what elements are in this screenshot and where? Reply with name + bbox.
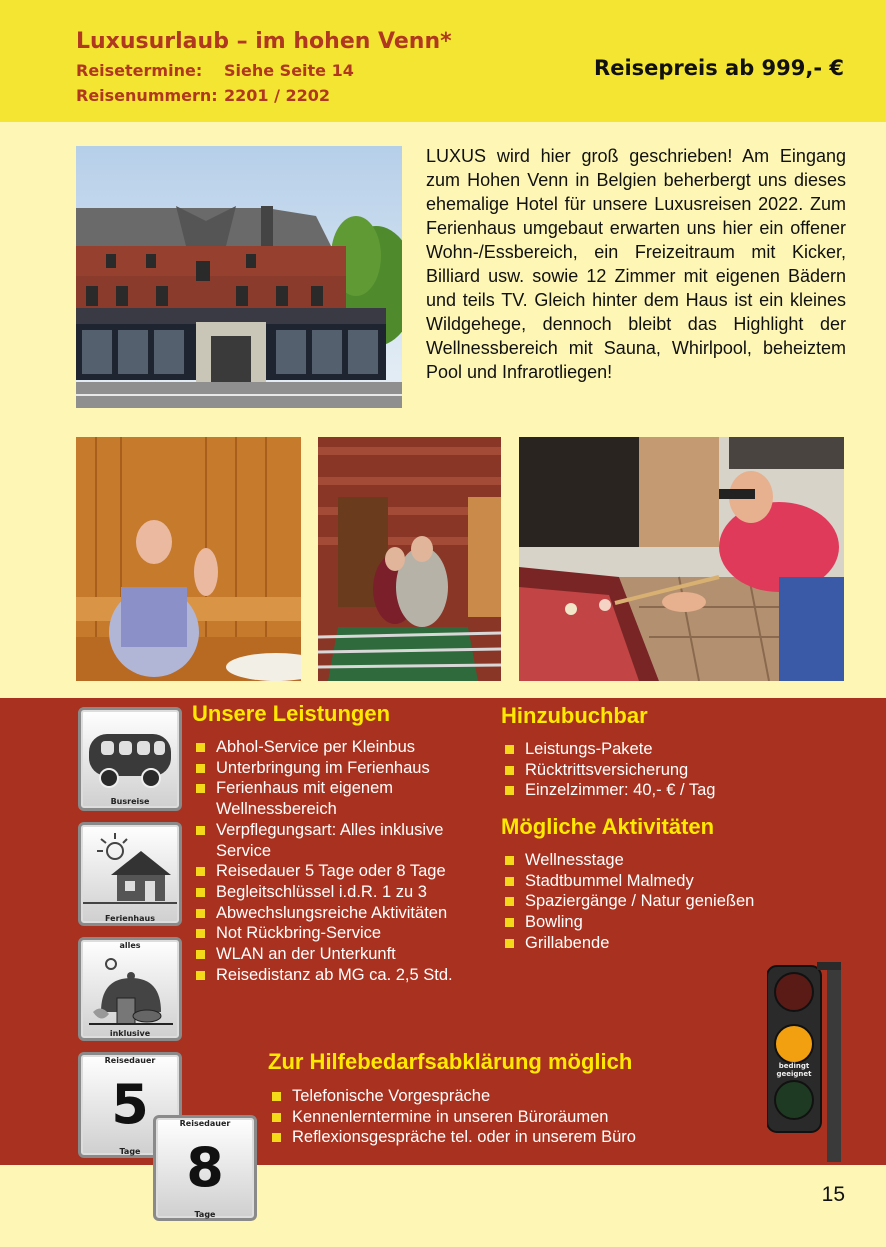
hilfebedarf-list [270,1086,710,1148]
dates-label: Reisetermine: [76,61,203,80]
allinc-caption-bottom: inklusive [109,1029,151,1038]
page-number: 15 [821,1183,845,1206]
list-item: Spaziergänge / Natur genießen [503,891,843,912]
days8-caption-top: Reisedauer [179,1119,231,1128]
list-item: Reisedauer 5 Tage oder 8 Tage [194,861,494,882]
list-item: Reisedistanz ab MG ca. 2,5 Std. [194,965,494,986]
cloche-icon [81,950,179,1030]
bus-icon [81,710,179,794]
kicker-photo [318,437,501,681]
house-icon [81,825,179,909]
days5-caption-top: Reisedauer [104,1056,156,1065]
list-item: Abhol-Service per Kleinbus [194,737,494,758]
list-item: Begleitschlüssel i.d.R. 1 zu 3 [194,882,494,903]
billiard-photo [519,437,844,681]
suitability-indicator [767,962,847,1162]
days5-number: 5 [111,1073,149,1136]
days8-caption-bottom: Tage [194,1210,216,1219]
all-inclusive-tile [78,937,182,1041]
bus-tile [78,707,182,811]
list-item: Stadtbummel Malmedy [503,871,843,892]
allinc-caption-top: alles [119,941,141,950]
numbers-row [76,86,330,105]
duration-8-tile [153,1115,257,1221]
list-item: Leistungs-Pakete [503,739,843,760]
intro-text: LUXUS wird hier groß geschrieben! Am Eingang zum Hohen Venn in Belgien beherbergt uns dieses ehemalige Hotel für unsere Luxusreisen 2022. Zum Ferienhaus umgebaut erwarten uns hier ein offener Wohn-/Essbereich, ein Freizeitraum mit Kicker, Billiard usw. sowie 12 Zimmer mit eigenen Bädern und teils TV. Gleich hinter dem Haus ist ein kleines Wildgehege, dennoch bleibt das Highlight der Wellnessbereich mit Sauna, Whirlpool, beheiztem Pool und Infrarotliegen! [426,146,846,382]
list-item: Verpflegungsart: Alles inklusive Service [194,820,494,861]
price: Reisepreis ab 999,- € [594,56,844,80]
list-item: Not Rückbring-Service [194,923,494,944]
list-item: Abwechslungsreiche Aktivitäten [194,903,494,924]
header-bar [0,0,886,122]
list-item: Wellnesstage [503,850,843,871]
list-item: Telefonische Vorgespräche [270,1086,710,1107]
aktivitaeten-title: Mögliche Aktivitäten [501,814,715,839]
list-item: Ferienhaus mit eigenem Wellnessbereich [194,778,494,819]
list-item: Kennenlerntermine in unseren Büroräumen [270,1107,710,1128]
bus-caption: Busreise [110,797,150,806]
list-item: Rücktrittsversicherung [503,760,843,781]
numbers-value: 2201 / 2202 [224,86,331,105]
list-item: Unterbringung im Ferienhaus [194,758,494,779]
trip-title: Luxusurlaub – im hohen Venn* [76,29,452,54]
dates-row [76,61,354,80]
traffic-light-label: bedingt geeignet [776,1062,812,1078]
list-item: WLAN an der Unterkunft [194,944,494,965]
aktivitaeten-list [503,850,843,954]
sauna-photo [76,437,301,681]
hinzubuchbar-list [503,739,843,801]
house-caption: Ferienhaus [105,914,155,923]
hotel-photo [76,146,402,408]
hinzubuchbar-title: Hinzubuchbar [501,703,648,728]
leistungen-list [194,737,494,985]
days8-number: 8 [186,1136,224,1199]
house-tile [78,822,182,926]
list-item: Reflexionsgespräche tel. oder in unserem Büro [270,1127,710,1148]
list-item: Grillabende [503,933,843,954]
list-item: Einzelzimmer: 40,- € / Tag [503,780,843,801]
numbers-label: Reisenummern: [76,86,218,105]
leistungen-title: Unsere Leistungen [192,701,391,726]
hilfebedarf-title: Zur Hilfebedarfsabklärung möglich [268,1049,633,1074]
days5-caption-bottom: Tage [119,1147,141,1156]
list-item: Bowling [503,912,843,933]
dates-value: Siehe Seite 14 [224,61,354,80]
